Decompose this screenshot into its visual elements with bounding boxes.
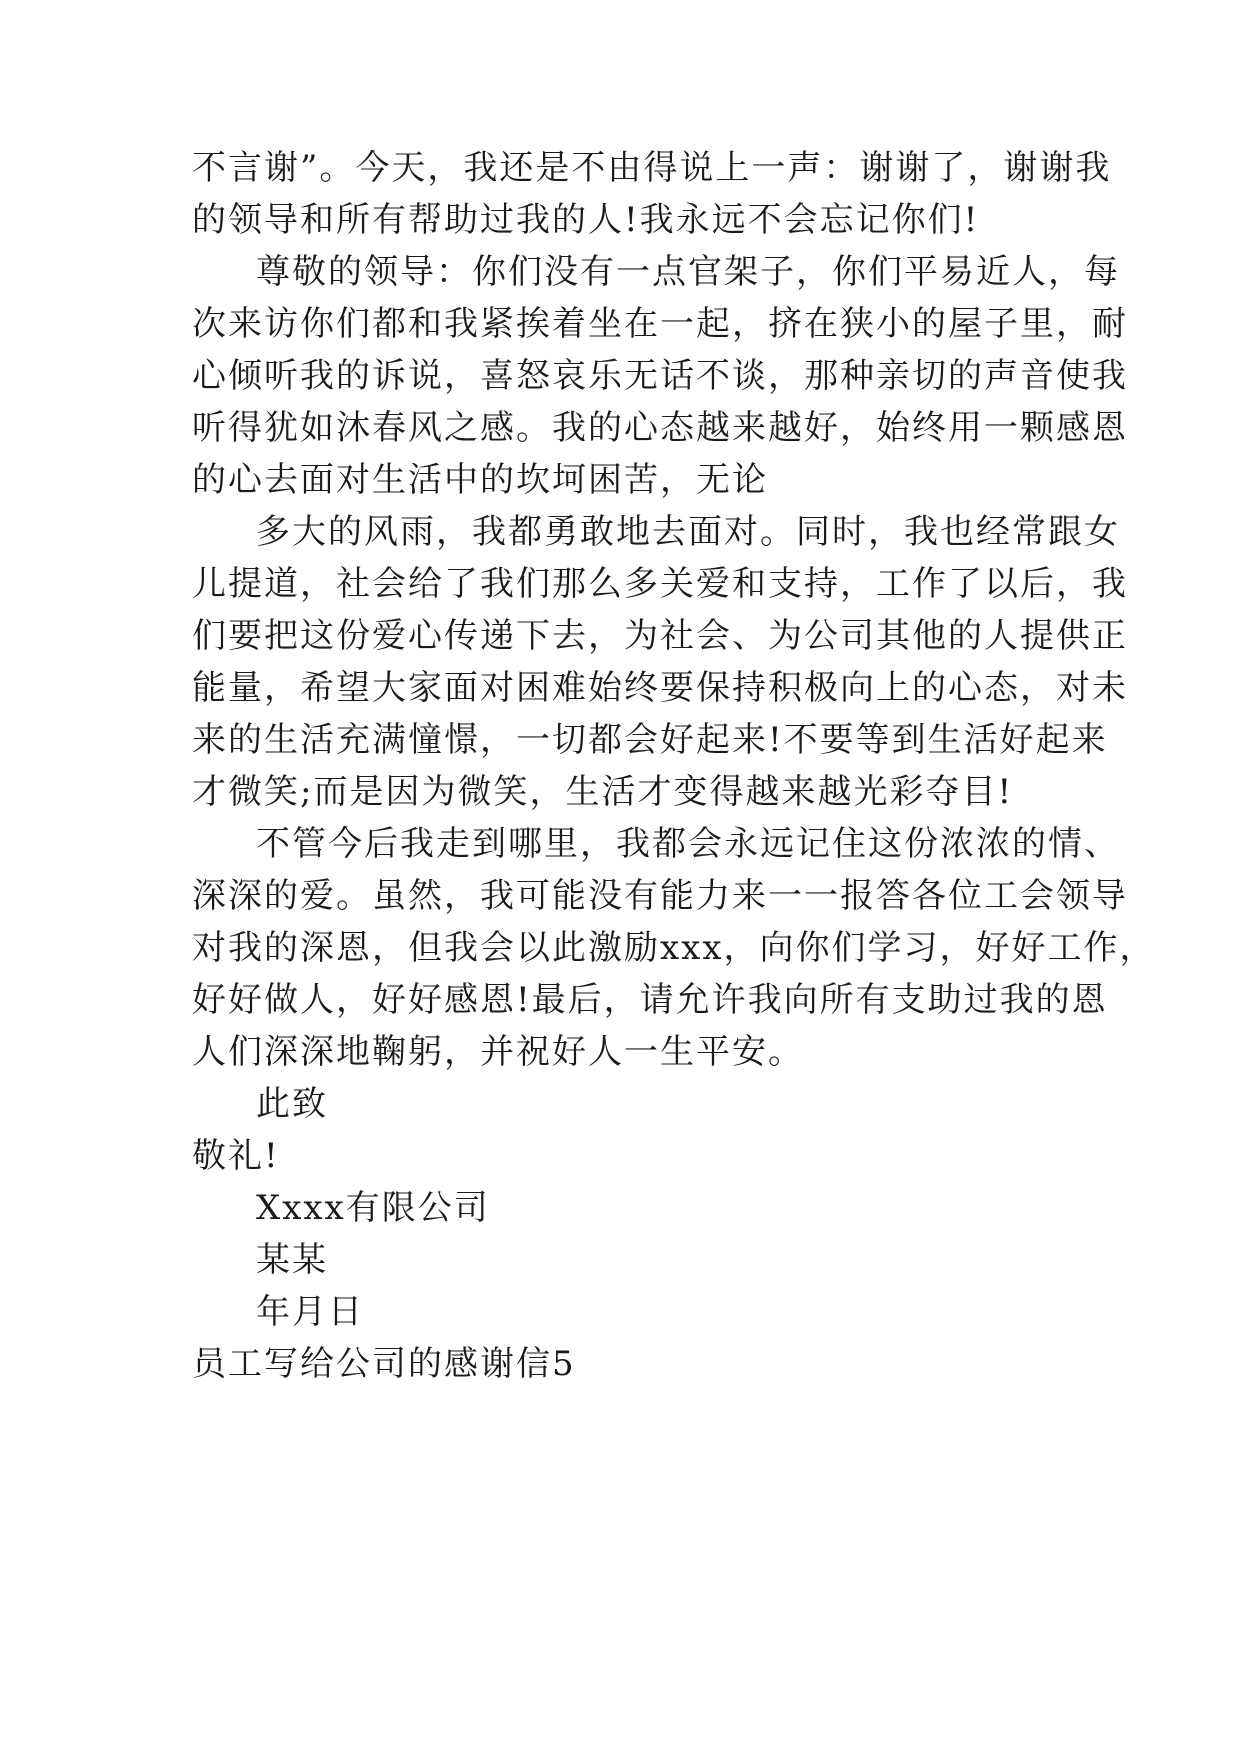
salutation: 敬礼! — [192, 1136, 280, 1176]
paragraph-line: 儿提道，社会给了我们那么多关爱和支持，工作了以后，我 — [192, 564, 1128, 604]
paragraph-line: 人们深深地鞠躬，并祝好人一生平安。 — [192, 1032, 804, 1072]
paragraph-line: 不言谢”。今天，我还是不由得说上一声：谢谢了，谢谢我 — [192, 148, 1112, 188]
paragraph-line: 多大的风雨，我都勇敢地去面对。同时，我也经常跟女 — [256, 512, 1120, 552]
paragraph-line: 对我的深恩，但我会以此激励xxx，向你们学习，好好工作， — [192, 928, 1156, 968]
paragraph-line: 们要把这份爱心传递下去，为社会、为公司其他的人提供正 — [192, 616, 1128, 656]
company-name: Xxxx有限公司 — [256, 1188, 490, 1228]
paragraph-line: 能量，希望大家面对困难始终要保持积极向上的心态，对未 — [192, 668, 1128, 708]
paragraph-line: 不管今后我走到哪里，我都会永远记住这份浓浓的情、 — [256, 824, 1120, 864]
closing: 此致 — [256, 1084, 328, 1124]
paragraph-line: 的领导和所有帮助过我的人!我永远不会忘记你们! — [192, 200, 980, 240]
signer-name: 某某 — [256, 1240, 328, 1280]
paragraph-line: 尊敬的领导：你们没有一点官架子，你们平易近人，每 — [256, 252, 1120, 292]
paragraph-line: 心倾听我的诉说，喜怒哀乐无话不谈，那种亲切的声音使我 — [192, 356, 1128, 396]
paragraph-line: 才微笑;而是因为微笑，生活才变得越来越光彩夺目! — [192, 772, 1014, 812]
date-line: 年月日 — [256, 1292, 364, 1332]
paragraph-line: 深深的爱。虽然，我可能没有能力来一一报答各位工会领导 — [192, 876, 1128, 916]
paragraph-line: 来的生活充满憧憬，一切都会好起来!不要等到生活好起来 — [192, 720, 1108, 760]
paragraph-line: 好好做人，好好感恩!最后，请允许我向所有支助过我的恩 — [192, 980, 1108, 1020]
paragraph-line: 听得犹如沐春风之感。我的心态越来越好，始终用一颗感恩 — [192, 408, 1128, 448]
paragraph-line: 的心去面对生活中的坎坷困苦，无论 — [192, 460, 768, 500]
next-letter-title: 员工写给公司的感谢信5 — [192, 1344, 576, 1384]
paragraph-line: 次来访你们都和我紧挨着坐在一起，挤在狭小的屋子里，耐 — [192, 304, 1128, 344]
